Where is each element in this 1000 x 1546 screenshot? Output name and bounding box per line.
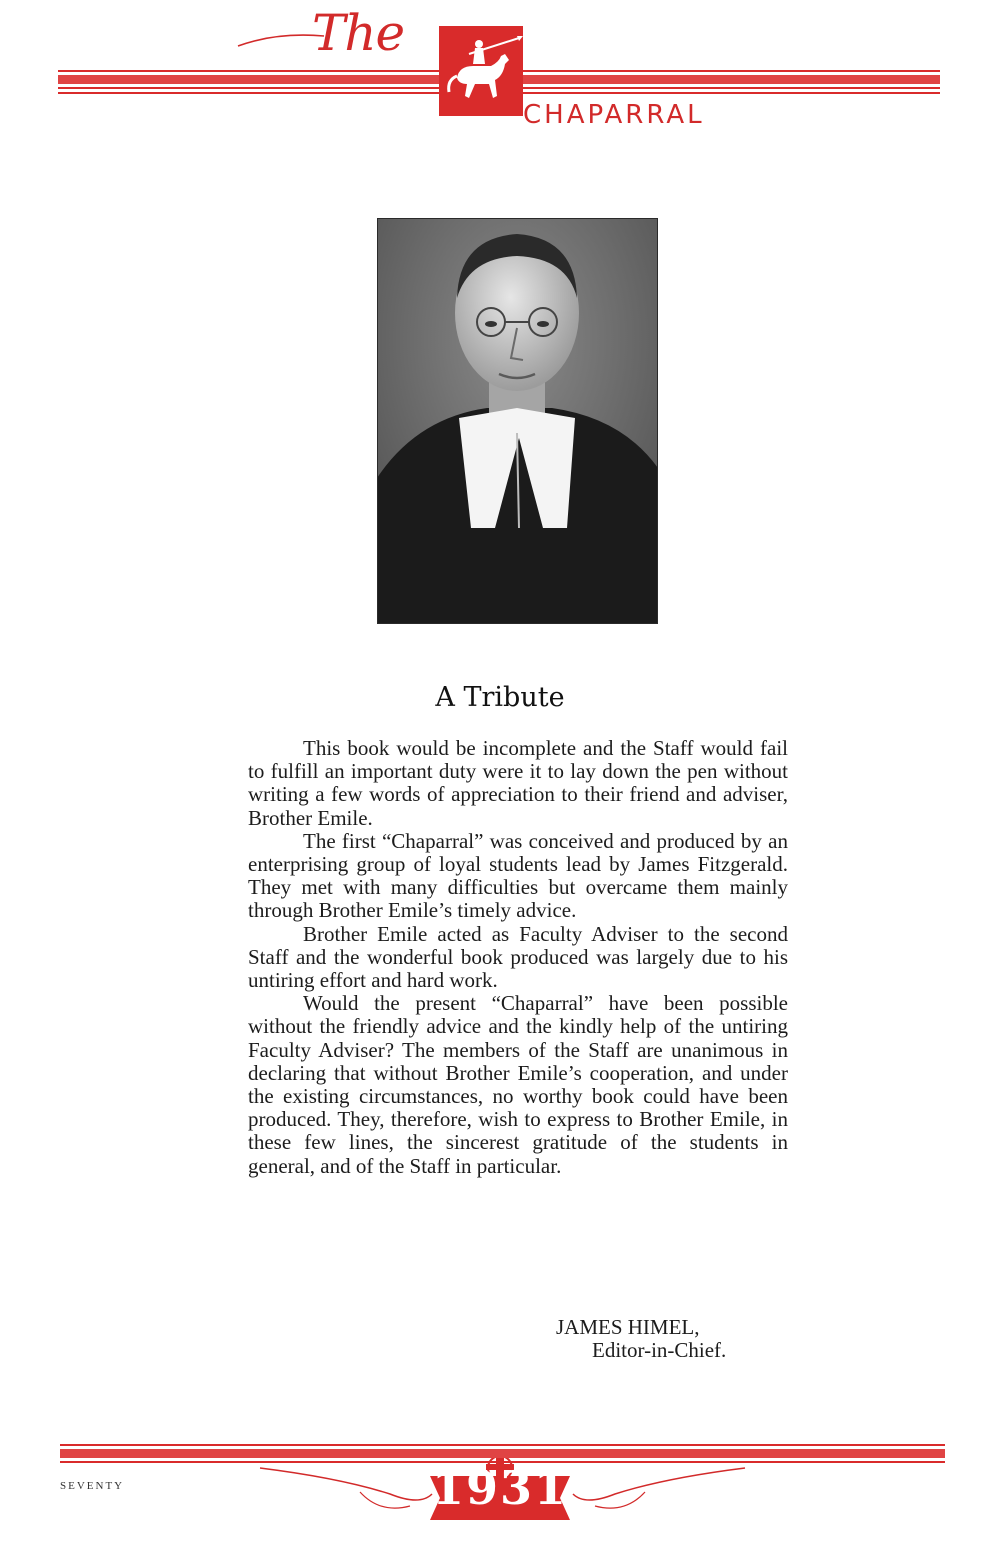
page-label: SEVENTY: [60, 1480, 125, 1492]
masthead-script-word: The: [312, 4, 405, 62]
signature-role: Editor-in-Chief.: [592, 1338, 727, 1362]
paragraph-1: This book would be incomplete and the Staff would fail to fulfill an important duty were it to lay down the pen without writing a few words of appreciation to their friend and adviser, Brother Emile.: [248, 736, 788, 830]
masthead-title: CHAPARRAL: [523, 100, 705, 130]
signature: [556, 1316, 726, 1362]
portrait-photo-icon: [377, 218, 658, 624]
masthead: [0, 0, 1000, 140]
signature-name: JAMES HIMEL,: [556, 1315, 700, 1339]
article-title: A Tribute: [435, 682, 565, 713]
paragraph-2: The first “Chaparral” was conceived and produced by an enterprising group of loyal students lead by James Fitzgerald. They met with many difficulties but overcame them mainly through Brother Emile’s timely advice.: [248, 828, 788, 923]
article-body: [248, 737, 788, 1178]
year-label: 1931: [431, 1461, 569, 1515]
paragraph-3: Brother Emile acted as Faculty Adviser to the second Staff and the wonderful book produced was largely due to his untiring effort and hard work.: [248, 921, 788, 993]
paragraph-4: Would the present “Chaparral” have been possible without the friendly advice and the kindly help of the untiring Faculty Adviser? The members of the Staff are unanimous in declaring that without Brother Emile’s cooperation, and under the existing circumstances, no worthy book could have been produced. They, therefore, wish to express to Brother Emile, in these few lines, the sincerest gratitude of the students in general, and of the Staff in particular.: [248, 991, 788, 1178]
knight-on-horse-icon: [439, 26, 523, 116]
